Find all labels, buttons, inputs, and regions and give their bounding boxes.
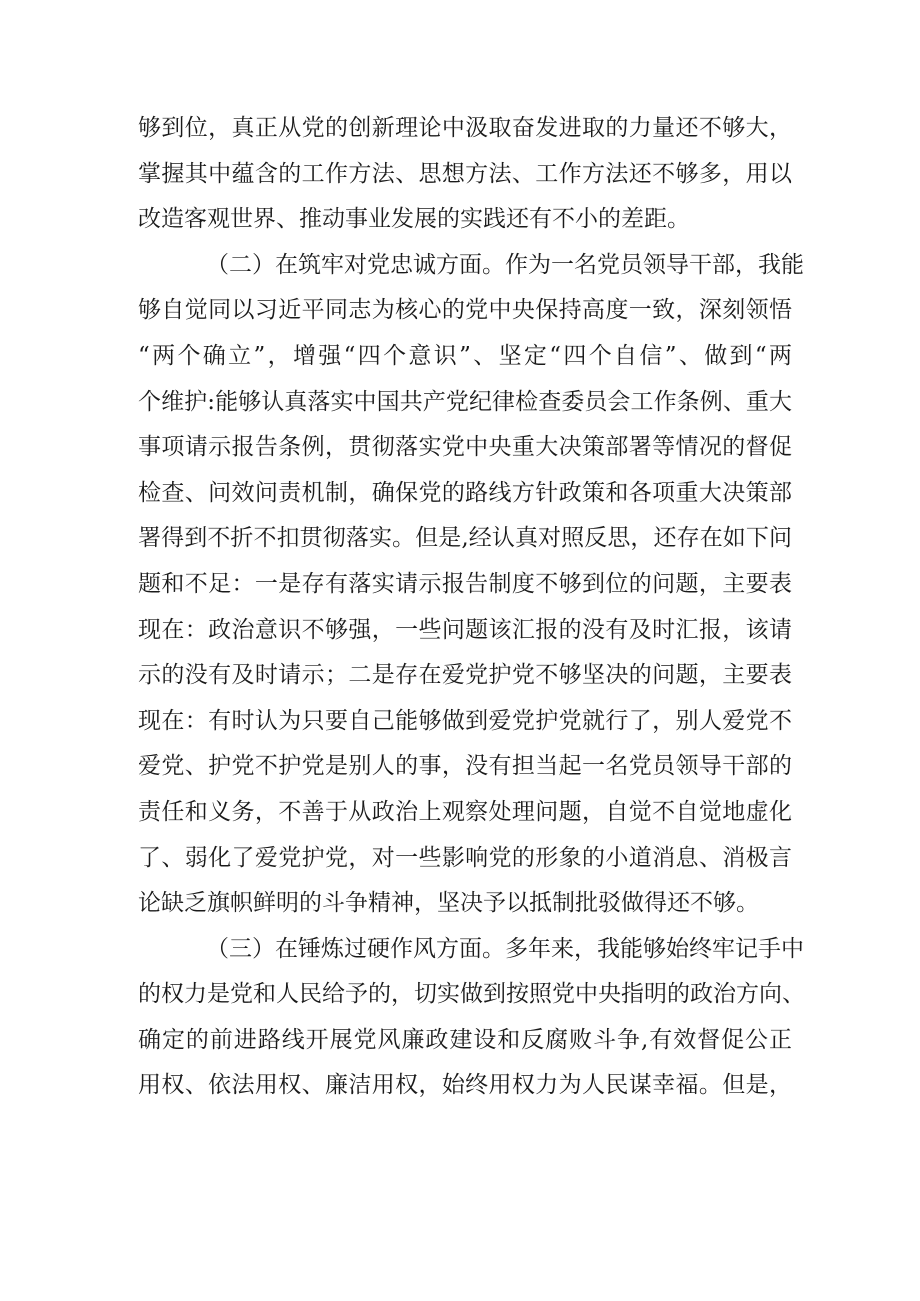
text-line: 署得到不折不扣贯彻落实。但是,经认真对照反思，还存在如下问	[138, 525, 792, 552]
body-text	[138, 106, 805, 1109]
text-line: 爱党、护党不护党是别人的事，没有担当起一名党员领导干部的	[138, 753, 792, 780]
text-line: 的权力是党和人民给予的，切实做到按照党中央指明的政治方向、	[138, 981, 805, 1008]
text-line: 示的没有及时请示；二是存在爱党护党不够坚决的问题，主要表	[138, 662, 792, 689]
text-line: 够到位，真正从党的创新理论中汲取奋发进取的力量还不够大，	[138, 115, 792, 141]
text-line: 题和不足：一是存有落实请示报告制度不够到位的问题，主要表	[138, 570, 792, 597]
text-line: 改造客观世界、推动事业发展的实践还有不小的差距。	[138, 206, 690, 233]
text-line: 掌握其中蕴含的工作方法、思想方法、工作方法还不够多，用以	[138, 160, 792, 187]
text-line: 确定的前进路线开展党风廉政建设和反腐败斗争,有效督促公正	[138, 1026, 792, 1053]
text-line: 够自觉同以习近平同志为核心的党中央保持高度一致，深刻领悟	[138, 297, 792, 324]
text-line: 责任和义务，不善于从政治上观察处理问题，自觉不自觉地虚化	[138, 798, 792, 825]
text-line: 检查、问效问责机制，确保党的路线方针政策和各项重大决策部	[138, 479, 792, 506]
text-line: 现在：有时认为只要自己能够做到爱党护党就行了，别人爱党不	[138, 707, 792, 734]
text-line: 个维护:能够认真落实中国共产党纪律检查委员会工作条例、重大	[138, 388, 792, 415]
text-line: 现在：政治意识不够强，一些问题该汇报的没有及时汇报，该请	[138, 616, 792, 643]
text-line: “两个确立”，增强“四个意识”、坚定“四个自信”、做到“两	[138, 342, 792, 369]
paragraph-3-first-line: （三）在锤炼过硬作风方面。多年来，我能够始终牢记手中	[206, 935, 804, 962]
text-line: 了、弱化了爱党护党，对一些影响党的形象的小道消息、消极言	[138, 844, 792, 871]
text-line: 论缺乏旗帜鲜明的斗争精神，坚决予以抵制批驳做得还不够。	[138, 890, 759, 917]
text-line: 事项请示报告条例，贯彻落实党中央重大决策部署等情况的督促	[138, 434, 792, 461]
paragraph-2-first-line: （二）在筑牢对党忠诚方面。作为一名党员领导干部，我能	[206, 251, 804, 278]
text-line: 用权、依法用权、廉洁用权，始终用权力为人民谋幸福。但是，	[138, 1072, 792, 1099]
